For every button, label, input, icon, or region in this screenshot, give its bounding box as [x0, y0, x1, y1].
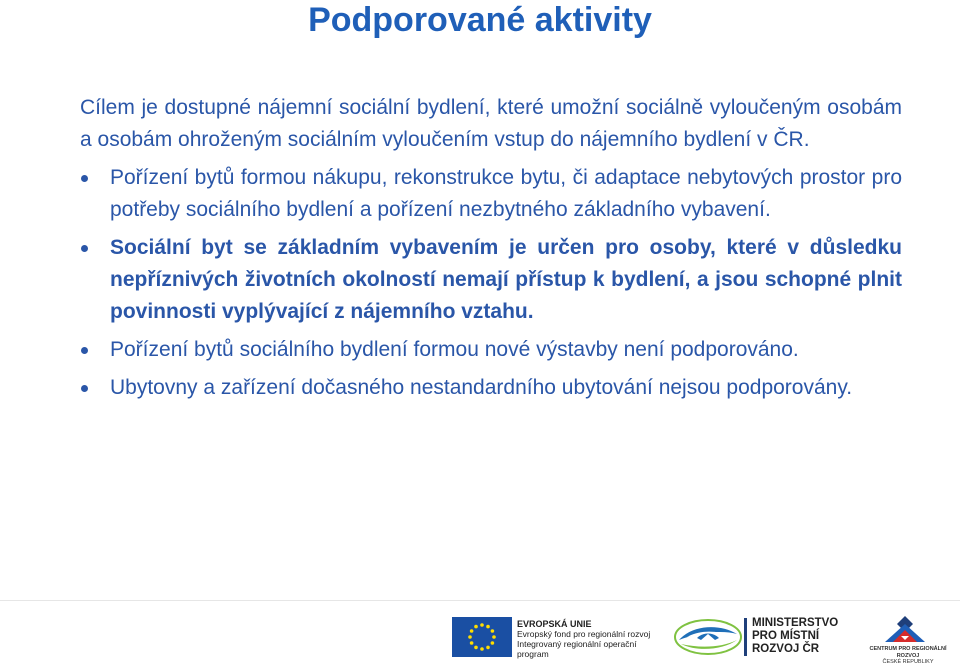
bullet-text: Ubytovny a zařízení dočasného nestandardního ubytování nejsou podporovány.	[110, 376, 853, 399]
slide-content	[80, 92, 902, 410]
bullet-text: Pořízení bytů formou nákupu, rekonstrukce bytu, či adaptace nebytových prostor pro potřeby sociálního bydlení a pořízení nezbytného základního vybavení.	[110, 166, 902, 221]
bullet-item	[80, 372, 902, 404]
eu-caption-line2: Evropský fond pro regionální rozvoj	[517, 629, 651, 639]
mmr-caption-line1: MINISTERSTVO	[752, 617, 839, 629]
bullet-icon	[81, 175, 88, 182]
mmr-globe-icon	[673, 618, 743, 656]
logo-footer	[0, 600, 960, 665]
crr-caption-line2: ČESKÉ REPUBLIKY	[882, 659, 934, 665]
bullet-item	[80, 162, 902, 226]
eu-caption	[517, 619, 667, 659]
mmr-caption	[752, 617, 847, 656]
slide-title: Podporované aktivity	[308, 1, 652, 39]
bullet-text: Pořízení bytů sociálního bydlení formou nové výstavby není podporováno.	[110, 338, 799, 361]
bullet-text: Sociální byt se základním vybavením je určen pro osoby, které v důsledku nepříznivých životních okolností nemají přístup k bydlení, a jsou schopné plnit povinnosti vyplývající z nájemního vztahu.	[110, 236, 902, 323]
crr-caption-line1: CENTRUM PRO REGIONÁLNÍ ROZVOJ	[869, 646, 947, 659]
bullet-item	[80, 334, 902, 366]
mmr-bar-icon	[742, 618, 750, 656]
crr-logo-icon	[883, 614, 927, 644]
bullet-list	[80, 162, 902, 404]
crr-caption	[858, 646, 958, 666]
mmr-caption-line3: ROZVOJ ČR	[752, 643, 820, 655]
intro-paragraph: Cílem je dostupné nájemní sociální bydlení, které umožní sociálně vyloučeným osobám a osobám ohroženým sociálním vyloučením vstup do nájemního bydlení v ČR.	[80, 96, 902, 151]
footer-divider	[0, 600, 960, 601]
eu-caption-line3: Integrovaný regionální operační program	[517, 639, 637, 659]
mmr-caption-line2: PRO MÍSTNÍ	[752, 630, 820, 642]
eu-flag-icon	[452, 617, 512, 657]
bullet-icon	[81, 347, 88, 354]
bullet-icon	[81, 245, 88, 252]
bullet-icon	[81, 385, 88, 392]
bullet-item	[80, 232, 902, 328]
eu-caption-line1: EVROPSKÁ UNIE	[517, 619, 592, 629]
